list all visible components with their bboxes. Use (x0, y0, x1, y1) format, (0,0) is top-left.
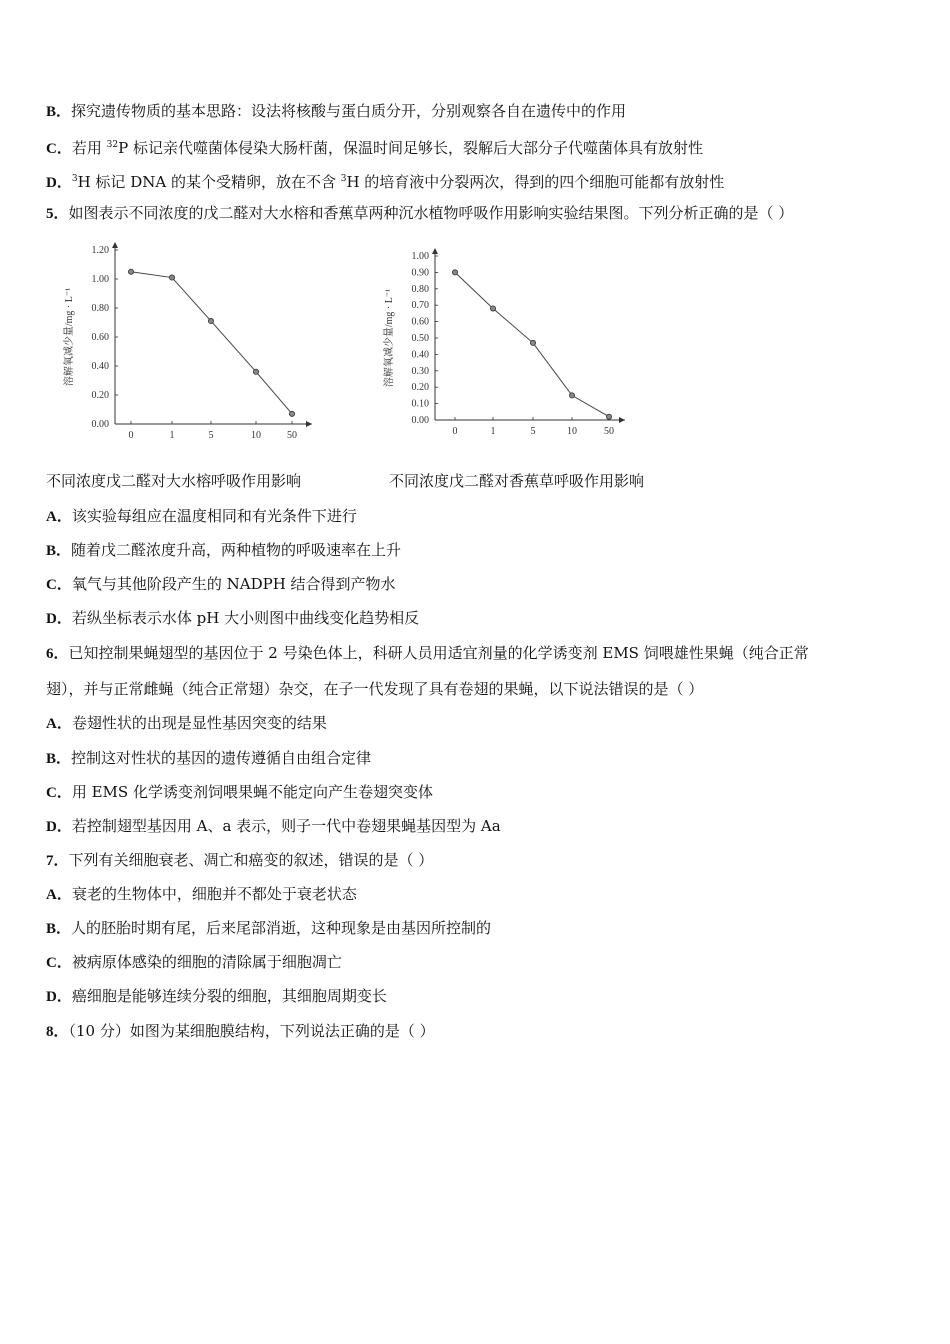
question-line (46, 748, 371, 769)
y-axis-arrow (112, 242, 118, 248)
line-text: （10 分）如图为某细胞膜结构，下列说法正确的是（ ） (68, 1022, 435, 1040)
x-tick-label: 1 (490, 426, 496, 437)
line-label: C． (46, 577, 72, 593)
line-label: A． (46, 509, 72, 525)
question-5 (46, 203, 793, 224)
line-label: D． (46, 989, 72, 1005)
question-line (46, 608, 419, 629)
question-line (46, 952, 342, 973)
line-text: 用 EMS 化学诱变剂饲喂果蝇不能定向产生卷翅突变体 (71, 783, 433, 801)
superscript: 3 (71, 174, 78, 184)
question-line (46, 713, 327, 734)
y-tick-label: 0.60 (91, 332, 109, 343)
line-text: 已知控制果蝇翅型的基因位于 2 号染色体上，科研人员用适宜剂量的化学诱变剂 EMS 饲喂雄性果蝇（纯合正常 (68, 644, 809, 662)
option-text-prefix: 若用 (71, 139, 107, 157)
option-d-line (46, 169, 724, 193)
question-text: 如图表示不同浓度的戊二醛对大水榕和香蕉草两种沉水植物呼吸作用影响实验结果图。下列分析正确的是（ ） (68, 204, 794, 222)
y-tick-label: 0.80 (411, 283, 429, 295)
question-line (46, 1021, 435, 1042)
question-line (46, 643, 809, 664)
line-label: C． (46, 785, 72, 801)
line-text: 下列有关细胞衰老、凋亡和癌变的叙述，错误的是（ ） (68, 851, 434, 869)
option-c-line (46, 135, 703, 159)
line-label: D． (46, 611, 72, 627)
line-label: D． (46, 819, 72, 835)
line-text: 若控制翅型基因用 A、a 表示，则子一代中卷翅果蝇基因型为 Aa (71, 817, 501, 835)
superscript: 32 (106, 140, 119, 150)
line-label: 8． (46, 1024, 69, 1040)
option-text: 探究遗传物质的基本思路：设法将核酸与蛋白质分开，分别观察各自在遗传中的作用 (71, 102, 627, 120)
x-tick-label: 1 (169, 430, 175, 441)
y-tick-label: 0.20 (91, 390, 109, 401)
line-label: B． (46, 921, 72, 937)
chart-left (60, 238, 330, 443)
line-label: C． (46, 955, 72, 971)
option-b-line (46, 101, 626, 122)
data-point (452, 270, 457, 275)
option-label: B． (46, 104, 72, 120)
data-point (569, 393, 574, 398)
option-text-cont: H 的培育液中分裂两次，得到的四个细胞可能都有放射性 (346, 173, 725, 191)
data-point (606, 414, 611, 419)
line-text: 被病原体感染的细胞的清除属于细胞凋亡 (71, 953, 342, 971)
option-text: H 标记 DNA 的某个受精卵，放在不含 (77, 173, 341, 191)
line-text: 该实验每组应在温度相同和有光条件下进行 (71, 507, 357, 525)
x-tick-label: 0 (452, 426, 458, 437)
y-tick-label: 1.00 (411, 251, 429, 262)
question-line (46, 506, 357, 527)
question-line (46, 540, 401, 561)
question-number: 5． (46, 206, 69, 222)
line-text: 翅），并与正常雌蝇（纯合正常翅）杂交，在子一代发现了具有卷翅的果蝇，以下说法错误的是（ ） (46, 680, 704, 698)
x-tick-label: 10 (567, 426, 577, 437)
y-tick-label: 0.70 (411, 300, 429, 312)
line-text: 随着戊二醛浓度升高，两种植物的呼吸速率在上升 (71, 541, 402, 559)
x-tick-label: 0 (128, 430, 134, 441)
line-label: B． (46, 543, 72, 559)
data-point (490, 306, 495, 311)
data-point (530, 340, 535, 345)
line-text: 卷翅性状的出现是显性基因突变的结果 (71, 714, 327, 732)
data-point (169, 275, 174, 280)
line-text: 癌细胞是能够连续分裂的细胞，其细胞周期变长 (71, 987, 387, 1005)
y-tick-label: 1.00 (91, 274, 109, 285)
x-tick-label: 5 (208, 430, 214, 441)
y-tick-label: 0.20 (411, 382, 429, 394)
x-tick-label: 50 (604, 426, 614, 437)
y-axis-label: 溶解氧减少量/mg · L⁻¹ (64, 287, 75, 387)
line-text: 氧气与其他阶段产生的 NADPH 结合得到产物水 (71, 575, 396, 593)
line-text: 衰老的生物体中，细胞并不都处于衰老状态 (71, 885, 357, 903)
line-label: B． (46, 751, 72, 767)
y-axis-label: 溶解氧减少量/mg · L⁻¹ (384, 288, 395, 388)
y-tick-label: 0.40 (411, 349, 429, 361)
y-tick-label: 0.50 (411, 333, 429, 344)
line-label: A． (46, 716, 72, 732)
data-point (208, 318, 213, 323)
option-text: P 标记亲代噬菌体侵染大肠杆菌，保温时间足够长，裂解后大部分子代噬菌体具有放射性 (118, 139, 703, 157)
data-point (253, 369, 258, 374)
y-tick-label: 0.00 (91, 419, 109, 430)
x-axis-arrow (306, 421, 312, 427)
question-line (46, 884, 357, 905)
series-line (131, 272, 292, 414)
line-text: 控制这对性状的基因的遗传遵循自由组合定律 (71, 749, 372, 767)
x-tick-label: 50 (287, 430, 297, 441)
y-tick-label: 0.80 (91, 303, 109, 314)
y-tick-label: 0.60 (411, 316, 429, 328)
data-point (128, 269, 133, 274)
option-label: D． (46, 175, 72, 191)
y-axis-arrow (432, 248, 438, 254)
question-line (46, 850, 433, 871)
y-tick-label: 0.00 (411, 415, 429, 426)
option-label: C． (46, 141, 72, 157)
y-tick-label: 0.30 (411, 365, 429, 377)
line-label: A． (46, 887, 72, 903)
question-line (46, 986, 387, 1007)
question-line (46, 918, 491, 939)
y-tick-label: 0.10 (411, 398, 429, 410)
x-tick-label: 5 (530, 426, 536, 437)
line-text: 人的胚胎时期有尾，后来尾部消逝，这种现象是由基因所控制的 (71, 919, 492, 937)
data-point (289, 411, 294, 416)
y-tick-label: 0.40 (91, 361, 109, 372)
question-line (46, 679, 703, 700)
caption-right: 不同浓度戊二醛对香蕉草呼吸作用影响 (389, 472, 645, 490)
caption-left: 不同浓度戊二醛对大水榕呼吸作用影响 (46, 472, 302, 490)
line-text: 若纵坐标表示水体 pH 大小则图中曲线变化趋势相反 (71, 609, 420, 627)
y-tick-label: 0.90 (411, 267, 429, 279)
chart-right (380, 244, 640, 444)
x-axis-arrow (619, 417, 625, 423)
question-line (46, 574, 396, 595)
line-label: 6． (46, 646, 69, 662)
x-tick-label: 10 (251, 430, 261, 441)
question-line (46, 782, 433, 803)
line-label: 7． (46, 853, 69, 869)
y-tick-label: 1.20 (91, 245, 109, 256)
superscript: 3 (340, 174, 347, 184)
question-line (46, 816, 501, 837)
